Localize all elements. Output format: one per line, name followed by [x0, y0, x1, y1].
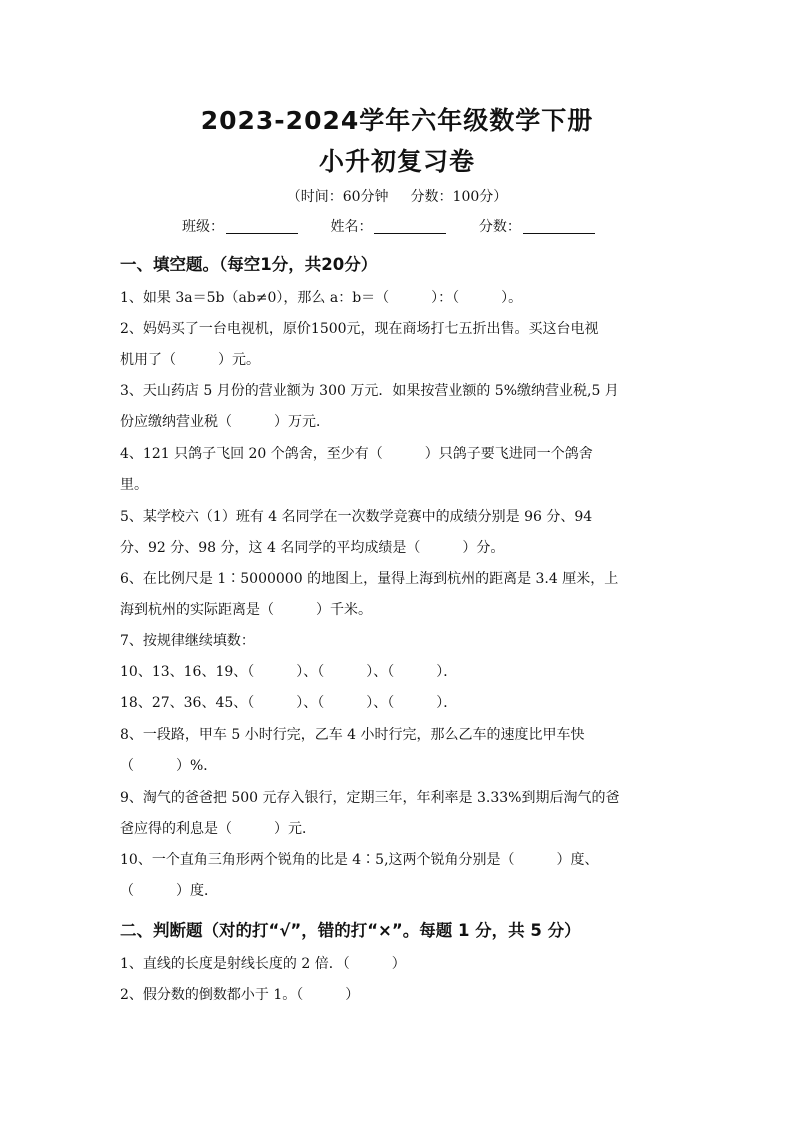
judge-question-1 [120, 949, 680, 980]
question-line: 1、如果 3a＝5b（ab≠0），那么 a：b＝（ ）：（ ）。 [120, 290, 523, 306]
time-limit: （时间：60分钟 [286, 189, 389, 205]
total-score: 分数：100分） [410, 189, 508, 205]
question-line: （ ）%． [120, 758, 218, 774]
question-line: 10、13、16、19、（ ）、（ ）、（ ）． [120, 664, 458, 680]
question-4 [120, 439, 680, 501]
question-line: 9、淘气的爸爸把 500 元存入银行，定期三年，年利率是 3.33%到期后淘气的爸 [120, 790, 620, 806]
score-label: 分数： [478, 219, 521, 235]
question-line: 份应缴纳营业税（ ）万元． [120, 414, 330, 430]
class-field [182, 216, 298, 236]
question-7 [120, 626, 680, 719]
question-5 [120, 502, 680, 564]
score-blank[interactable] [523, 219, 595, 234]
student-info [182, 216, 623, 236]
question-line: （ ）度． [120, 883, 218, 899]
question-line: 6、在比例尺是 1∶5000000 的地图上，量得上海到杭州的距离是 3.4 厘米，上 [120, 571, 619, 587]
name-field [330, 216, 446, 236]
question-line: 1、直线的长度是射线长度的 2 倍．（ ） [120, 956, 406, 972]
question-line: 2、假分数的倒数都小于 1。（ ） [120, 987, 360, 1003]
question-line: 3、天山药店 5 月份的营业额为 300 万元．如果按营业额的 5%缴纳营业税,5 月 [120, 383, 619, 399]
score-field [479, 216, 595, 236]
question-line: 爸应得的利息是（ ）元． [120, 821, 316, 837]
name-label: 姓名： [330, 219, 373, 235]
section-heading-true-false: 二、判断题（对的打“√”，错的打“×”。每题 1 分，共 5 分） [120, 921, 581, 940]
question-line: 里。 [120, 477, 148, 493]
question-line: 10、一个直角三角形两个锐角的比是 4∶5,这两个锐角分别是（ ）度、 [120, 852, 599, 868]
question-line: 5、某学校六（1）班有 4 名同学在一次数学竞赛中的成绩分别是 96 分、94 [120, 509, 593, 525]
class-blank[interactable] [226, 219, 298, 234]
question-line: 机用了（ ）元。 [120, 352, 260, 368]
question-line: 海到杭州的实际距离是（ ）千米。 [120, 602, 372, 618]
question-8 [120, 720, 680, 782]
exam-meta [0, 186, 794, 206]
exam-title: 2023-2024学年六年级数学下册 [200, 106, 594, 135]
question-6 [120, 564, 680, 626]
question-line: 18、27、36、45、（ ）、（ ）、（ ）． [120, 695, 458, 711]
question-line: 4、121 只鸽子飞回 20 个鸽舍，至少有（ ）只鸽子要飞进同一个鸽舍 [120, 446, 593, 462]
section-heading-fill-blanks: 一、填空题。（每空1分，共20分） [120, 255, 378, 274]
question-2 [120, 314, 680, 376]
question-3 [120, 376, 680, 438]
question-line: 8、一段路，甲车 5 小时行完，乙车 4 小时行完，那么乙车的速度比甲车快 [120, 727, 585, 743]
class-label: 班级： [182, 219, 224, 235]
question-line: 2、妈妈买了一台电视机，原价1500元，现在商场打七五折出售。买这台电视 [120, 321, 599, 337]
judge-question-2 [120, 980, 680, 1011]
question-10 [120, 845, 680, 907]
exam-subtitle: 小升初复习卷 [318, 147, 475, 176]
question-line: 7、按规律继续填数： [120, 633, 255, 649]
question-9 [120, 783, 680, 845]
name-blank[interactable] [374, 219, 446, 234]
question-1 [120, 283, 680, 314]
question-line: 分、92 分、98 分，这 4 名同学的平均成绩是（ ）分。 [120, 540, 505, 556]
